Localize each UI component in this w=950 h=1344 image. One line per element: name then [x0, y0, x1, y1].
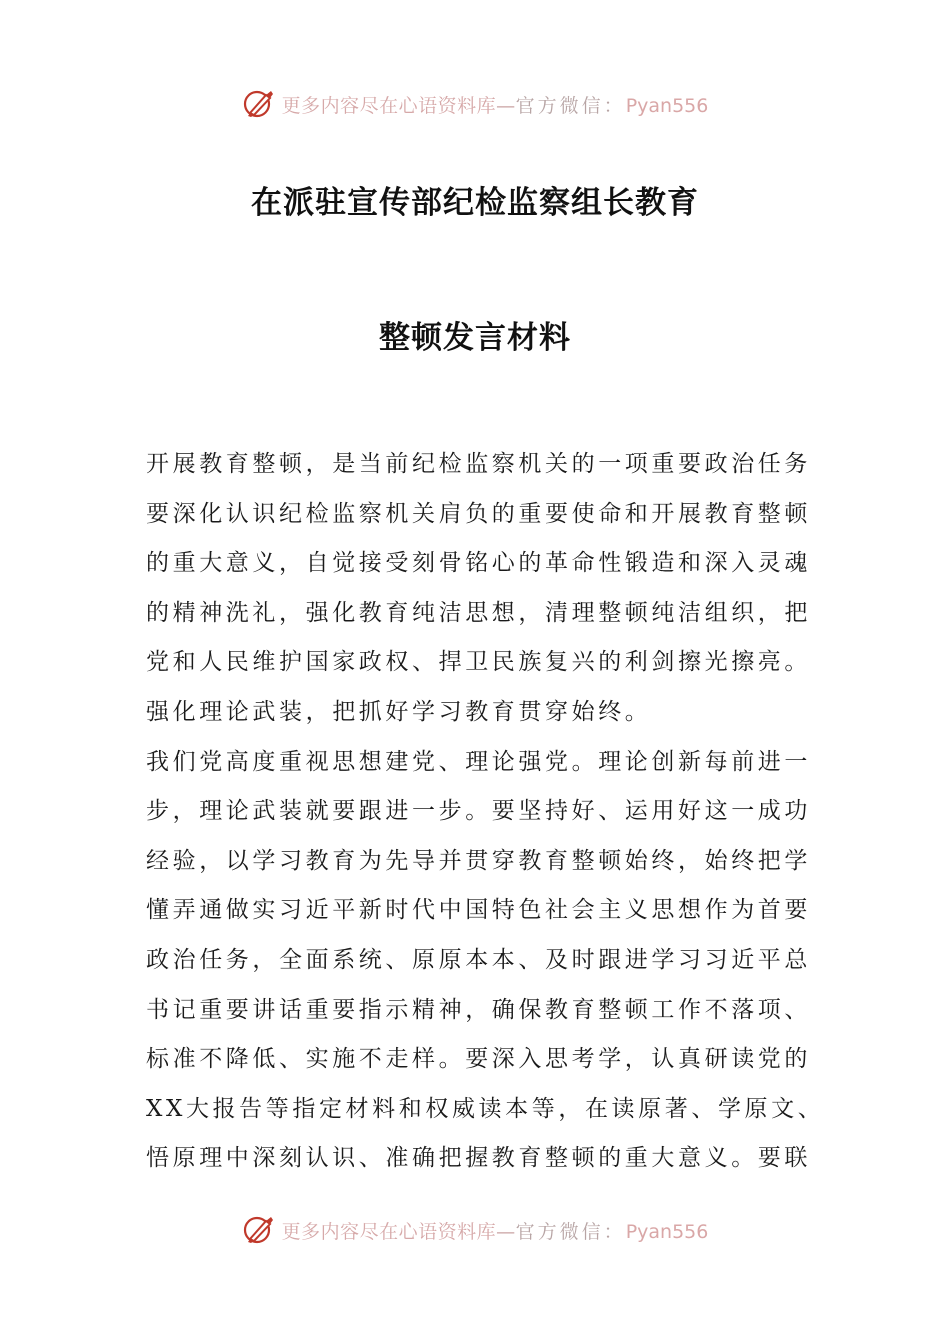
watermark-site: 更多内容尽在心语资料库 [281, 94, 497, 117]
document-title-line-1: 在派驻宣传部纪检监察组长教育 [251, 185, 699, 221]
body-line: 的重大意义，自觉接受刻骨铭心的革命性锻造和深入灵魂 [146, 550, 811, 577]
header-watermark [0, 84, 950, 124]
body-line: 步，理论武装就要跟进一步。要坚持好、运用好这一成功 [146, 798, 811, 825]
watermark-label: 官方微信： [515, 94, 626, 117]
body-line: 标准不降低、实施不走样。要深入思考学，认真研读党的 [146, 1046, 811, 1073]
document-body [146, 440, 825, 1184]
watermark-dash: — [496, 1220, 516, 1243]
body-line: 强化理论武装，把抓好学习教育贯穿始终。 [146, 698, 652, 725]
document-title-line-2: 整顿发言材料 [379, 320, 571, 356]
pen-nib-logo-icon [242, 1213, 276, 1247]
body-line: 的精神洗礼，强化教育纯洁思想，清理整顿纯洁组织，把 [146, 599, 811, 626]
body-line: 开展教育整顿，是当前纪检监察机关的一项重要政治任务 [146, 451, 811, 477]
body-line: 悟原理中深刻认识、准确把握教育整顿的重大意义。要联 [146, 1145, 811, 1172]
body-line: 我们党高度重视思想建党、理论强党。理论创新每前进一 [146, 748, 811, 775]
body-line: 要深化认识纪检监察机关肩负的重要使命和开展教育整顿 [146, 500, 811, 527]
body-line: 懂弄通做实习近平新时代中国特色社会主义思想作为首要 [146, 897, 811, 924]
watermark-label: 官方微信： [515, 1220, 626, 1243]
body-line: XX大报告等指定材料和权威读本等，在读原著、学原文、 [146, 1095, 825, 1122]
watermark-text [282, 1217, 709, 1244]
watermark-wechat-id: Pyan556 [625, 1220, 709, 1243]
body-line: 经验，以学习教育为先导并贯穿教育整顿始终，始终把学 [146, 847, 811, 874]
watermark-site: 更多内容尽在心语资料库 [281, 1220, 497, 1243]
footer-watermark [0, 1210, 950, 1250]
watermark-text [282, 91, 709, 118]
watermark-dash: — [496, 94, 516, 117]
watermark-wechat-id: Pyan556 [625, 94, 709, 117]
body-line: 政治任务，全面系统、原原本本、及时跟进学习习近平总 [146, 946, 811, 973]
body-line: 书记重要讲话重要指示精神，确保教育整顿工作不落项、 [146, 996, 811, 1023]
body-line: 党和人民维护国家政权、捍卫民族复兴的利剑擦光擦亮。 [146, 649, 811, 676]
pen-nib-logo-icon [242, 87, 276, 121]
